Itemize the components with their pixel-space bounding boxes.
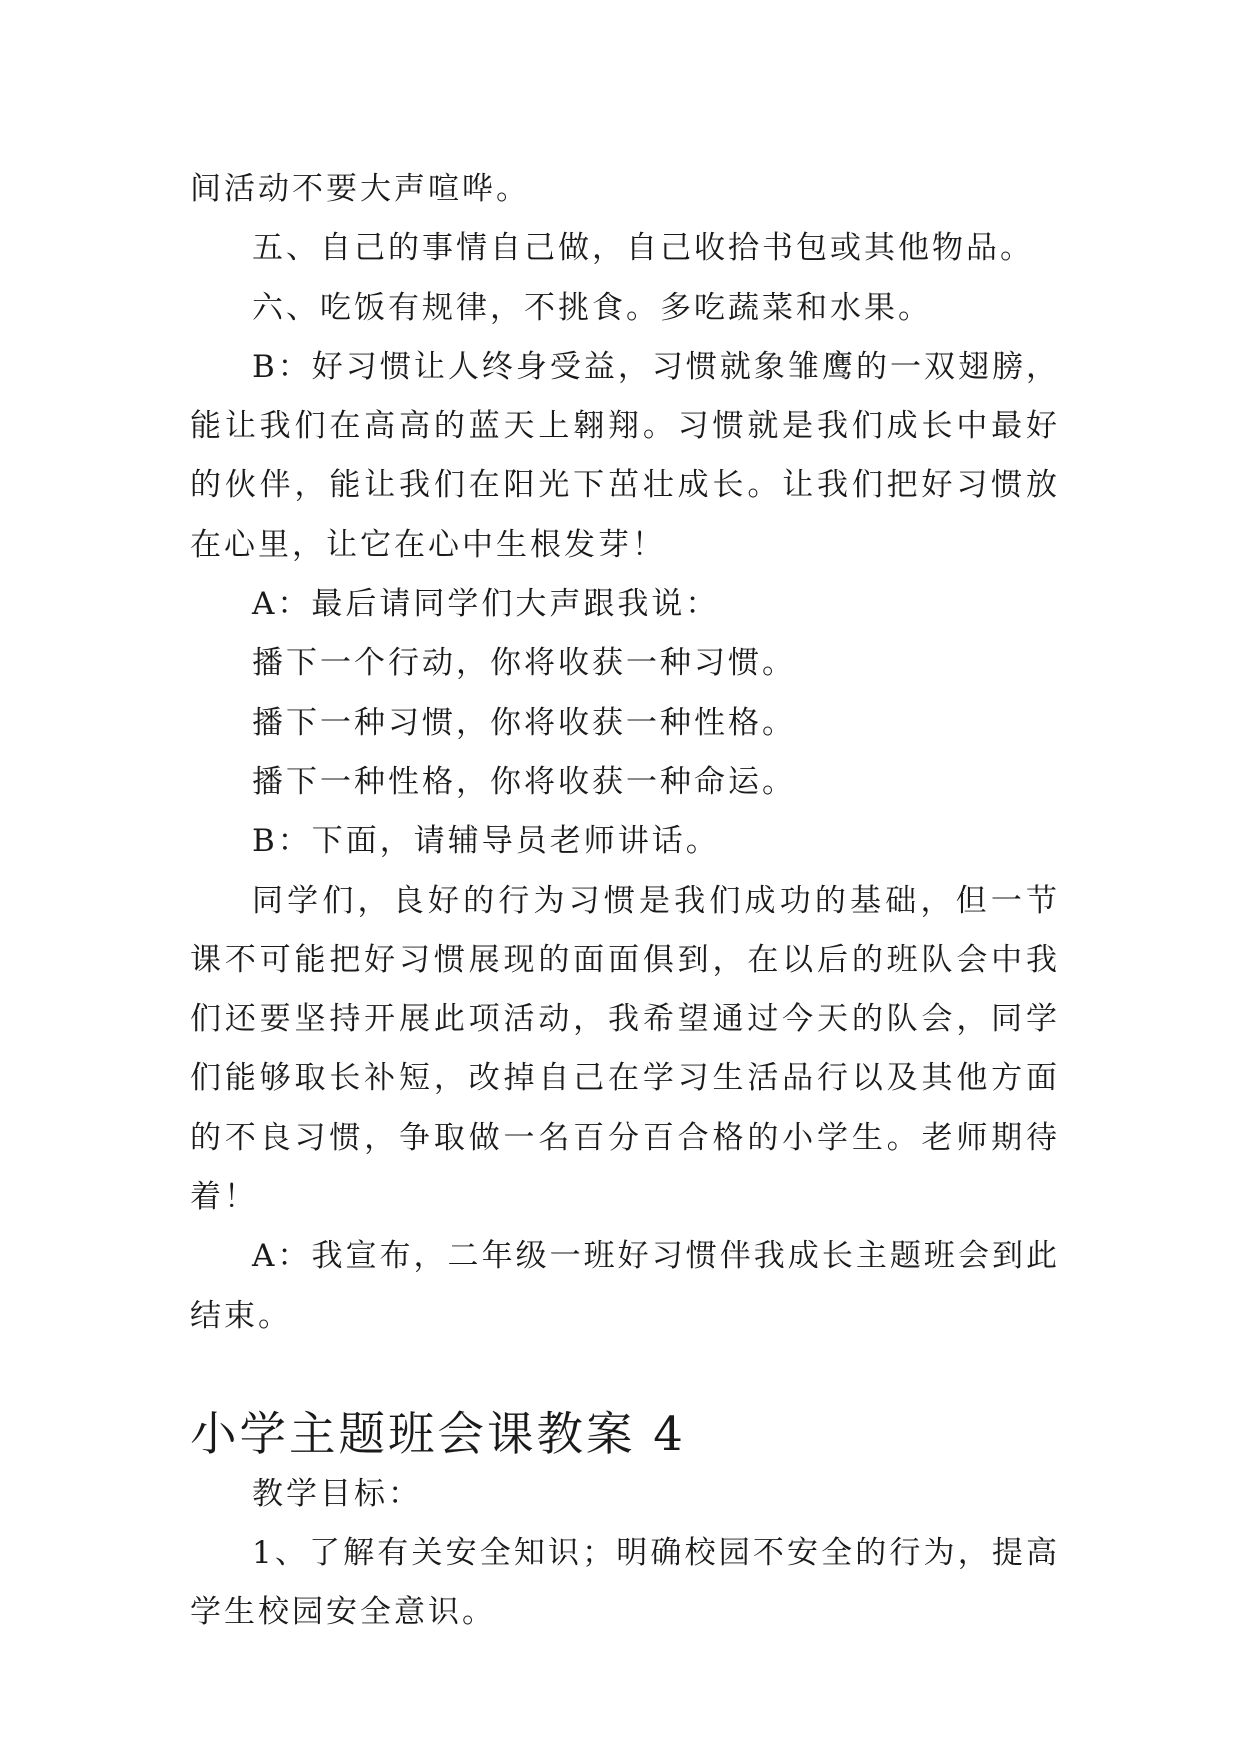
paragraph: 五、自己的事情自己做，自己收拾书包或其他物品。 (252, 230, 1034, 267)
paragraph: B：下面，请辅导员老师讲话。 (252, 823, 720, 860)
document-body (190, 160, 1060, 1642)
paragraph: 间活动不要大声喧哗。 (190, 171, 530, 207)
paragraph: 播下一种性格，你将收获一种命运。 (252, 763, 796, 800)
paragraph: 播下一个行动，你将收获一种习惯。 (252, 645, 796, 682)
section-spacer (190, 1346, 1060, 1405)
section-heading: 小学主题班会课教案 4 (190, 1407, 686, 1462)
paragraph: A：最后请同学们大声跟我说： (252, 586, 720, 623)
paragraph: 教学目标： (252, 1475, 422, 1512)
paragraph: 播下一种习惯，你将收获一种性格。 (252, 704, 796, 741)
paragraph: B：好习惯让人终身受益，习惯就象雏鹰的一双翅膀，能让我们在高高的蓝天上翱翔。习惯就是我们成长中最好的伙伴，能让我们在阳光下茁壮成长。让我们把好习惯放在心里，让它在心中生根发芽！ (190, 348, 1060, 563)
paragraph: A：我宣布，二年级一班好习惯伴我成长主题班会到此结束。 (190, 1238, 1060, 1334)
paragraph: 同学们，良好的行为习惯是我们成功的基础，但一节课不可能把好习惯展现的面面俱到，在以后的班队会中我们还要坚持开展此项活动，我希望通过今天的队会，同学们能够取长补短，改掉自己在学习生活品行以及其他方面的不良习惯，争取做一名百分百合格的小学生。老师期待着！ (190, 882, 1060, 1216)
paragraph: 六、吃饭有规律，不挑食。多吃蔬菜和水果。 (252, 289, 932, 326)
paragraph: 1、了解有关安全知识；明确校园不安全的行为，提高学生校园安全意识。 (190, 1534, 1060, 1631)
